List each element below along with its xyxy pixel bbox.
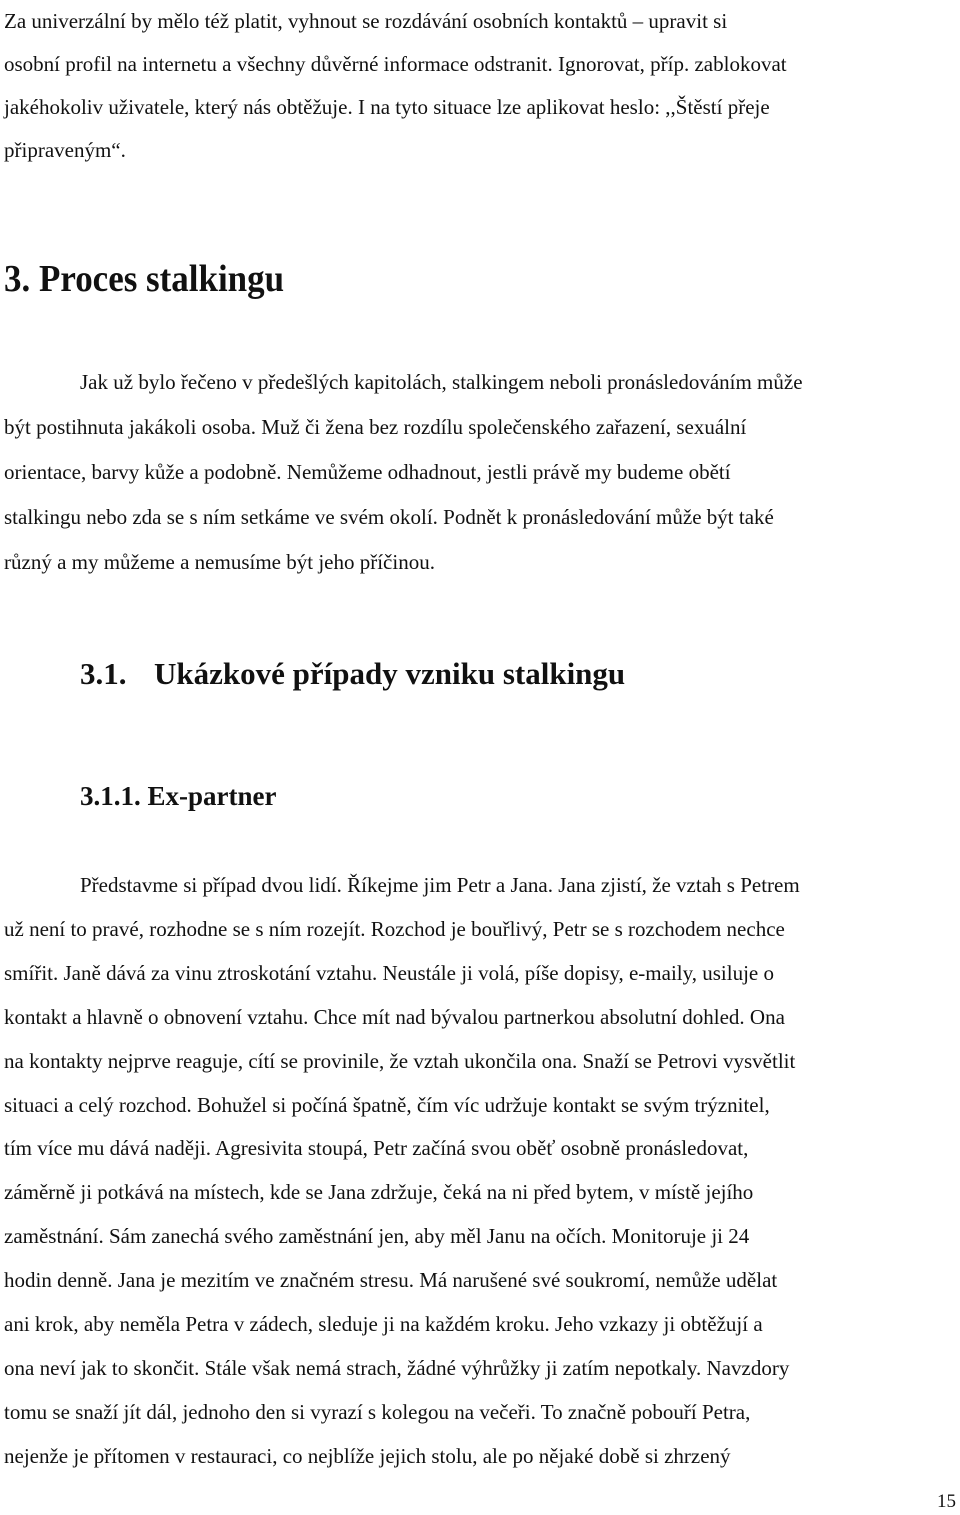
paragraph-case-study (4, 864, 956, 1479)
page-number: 15 (937, 1491, 956, 1512)
section-title: Ukázkové případy vzniku stalkingu (154, 656, 626, 691)
text-line: tím více mu dává naději. Agresivita stoupá, Petr začíná svou oběť osobně pronásledovat, (4, 1136, 749, 1161)
text-line: záměrně ji potkává na místech, kde se Jana zdržuje, čeká na ni před bytem, v místě jejího (4, 1180, 754, 1205)
section-number: 3.1. (80, 656, 127, 691)
text-line: ani krok, aby neměla Petra v zádech, sleduje ji na každém kroku. Jeho vzkazy ji obtěžují a (4, 1312, 763, 1337)
text-line: na kontakty nejprve reaguje, cítí se provinile, že vztah ukončila ona. Snaží se Petrovi vysvětlit (4, 1048, 796, 1073)
text-line: tomu se snaží jít dál, jednoho den si vyrazí s kolegou na večeři. To značně pobouří Petra, (4, 1399, 751, 1424)
text-line: Za univerzální by mělo též platit, vyhnout se rozdávání osobních kontaktů – upravit si (4, 9, 728, 33)
text-line: kontakt a hlavně o obnovení vztahu. Chce mít nad bývalou partnerkou absolutní dohled. Ona (4, 1004, 785, 1029)
text-line: smířit. Janě dává za vinu ztroskotání vztahu. Neustále ji volá, píše dopisy, e-maily, usiluje o (4, 960, 775, 985)
text-line: osobní profil na internetu a všechny důvěrné informace odstranit. Ignorovat, příp. zablokovat (4, 52, 787, 76)
text-line: stalkingu nebo zda se s ním setkáme ve svém okolí. Podnět k pronásledování může být také (4, 505, 774, 529)
text-line: orientace, barvy kůže a podobně. Nemůžeme odhadnout, jestli právě my budeme obětí (4, 460, 731, 484)
text-line: Představme si případ dvou lidí. Říkejme jim Petr a Jana. Jana zjistí, že vztah s Petrem (80, 873, 800, 897)
text-line: situaci a celý rozchod. Bohužel si počíná špatně, čím víc udržuje kontakt se svým trýznitel, (4, 1092, 770, 1117)
text-line: hodin denně. Jana je mezitím ve značném stresu. Má narušené své soukromí, nemůže udělat (4, 1268, 778, 1293)
text-line: ona neví jak to skončit. Stále však nemá strach, žádné výhrůžky ji zatím nepotkaly. Navzdory (4, 1355, 790, 1380)
text-line: být postihnuta jakákoli osoba. Muž či žena bez rozdílu společenského zařazení, sexuální (4, 415, 747, 439)
text-line: různý a my můžeme a nemusíme být jeho příčinou. (4, 550, 435, 574)
text-line: zaměstnání. Sám zanechá svého zaměstnání jen, aby měl Janu na očích. Monitoruje ji 24 (4, 1224, 750, 1249)
paragraph-intro (4, 0, 956, 172)
chapter-heading: 3. Proces stalkingu (4, 258, 285, 300)
text-line: už není to pravé, rozhodne se s ním rozejít. Rozchod je bouřlivý, Petr se s rozchodem nechce (4, 916, 785, 941)
subsection-heading: 3.1.1. Ex-partner (80, 781, 277, 811)
text-line: Jak už bylo řečeno v předešlých kapitolách, stalkingem neboli pronásledováním může (80, 370, 803, 394)
paragraph-chapter-body (4, 360, 956, 585)
text-line: nejenže je přítomen v restauraci, co nejblíže jejich stolu, ale po nějaké době si zhrzený (4, 1443, 731, 1468)
section-heading (80, 652, 625, 696)
text-line: připraveným“. (4, 138, 126, 162)
text-line: jakéhokoliv uživatele, který nás obtěžuje. I na tyto situace lze aplikovat heslo: ,,Štěstí přeje (4, 95, 770, 119)
